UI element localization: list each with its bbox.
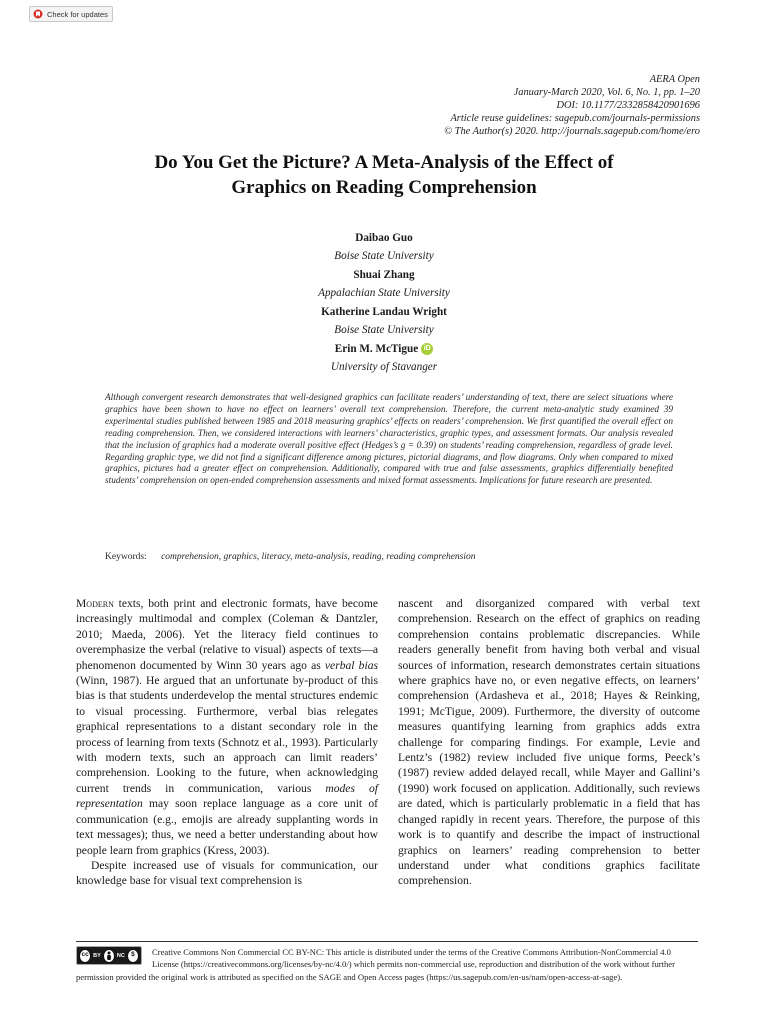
body-paragraph-2-continued: nascent and disorganized compared with verbal text comprehension. Research on the effect of graphics on reading comprehension contains problematic discrepancies. While readers generally benefit from having both verbal and visual sources of information, research demonstrates certain situations where graphics have no, or even negative effects, on learners’ comprehension (Ardasheva et al., 2018; Hayes & Reinking, 1991; McTigue, 2009). Furthermore, the diversity of outcome measures quantifying learning from graphics adds extra challenge for comparing findings. For example, Levie and Lentz’s (1982) review included five unique forms, Peeck’s (1987) review added delayed recall, while Mayer and Gallini’s (1990) work focused on application. Additionally, such reviews are dated, which is particularly problematic in a field that has changed rapidly in recent years. Therefore, the purpose of this work is to quantify and describe the impact of instructional graphics on learners’ reading comprehension to better understand under what conditions graphics facilitate comprehension. [398, 597, 700, 888]
check-for-updates-button[interactable] [29, 6, 113, 22]
body-column-left [76, 596, 378, 889]
bookmark-check-icon [33, 9, 43, 19]
term-modes-of-representation: modes of representation [76, 781, 378, 811]
creative-commons-icon: cc [79, 949, 91, 963]
keywords-label: Keywords: [105, 552, 147, 562]
orcid-icon[interactable]: iD [421, 343, 433, 355]
keywords-list: comprehension, graphics, literacy, meta-analysis, reading, reading comprehension [161, 552, 476, 562]
author-name: Shuai Zhang [353, 269, 415, 281]
author-name: Katherine Landau Wright [321, 306, 447, 318]
journal-name: AERA Open [649, 74, 700, 85]
drop-lead-word: Modern [76, 597, 114, 610]
license-notice [76, 946, 698, 983]
body-paragraph-2: Despite increased use of visuals for communication, our knowledge base for visual text comprehension is [76, 858, 378, 888]
title-line-1: Do You Get the Picture? A Meta-Analysis of the Effect of [154, 152, 614, 173]
footer-divider [76, 941, 698, 942]
license-text: Creative Commons Non Commercial CC BY-NC: This article is distributed under the terms of the Creative Commons Attribution-NonCommercial 4.0 License (https://creativecommons.org/licenses/by-nc/4.0/) which permits non-commercial use, reproduction and distribution of the work without further permission provided the original work is attributed as specified on the SAGE and Open Access pages (https://us.sagepub.com/en-us/nam/open-access-at-sage). [76, 947, 675, 982]
body-column-right [398, 596, 700, 889]
journal-doi[interactable]: DOI: 10.1177/2332858420901696 [556, 100, 700, 111]
journal-copyright[interactable]: © The Author(s) 2020. http://journals.sagepub.com/home/ero [444, 126, 700, 137]
journal-reuse[interactable]: Article reuse guidelines: sagepub.com/journals-permissions [450, 113, 700, 124]
journal-issue: January-March 2020, Vol. 6, No. 1, pp. 1–20 [513, 87, 700, 98]
author-affiliation: University of Stavanger [330, 361, 438, 373]
author-name-with-orcid [0, 340, 768, 358]
attribution-person-icon [103, 949, 115, 963]
journal-info [444, 73, 700, 138]
author-affiliation: Appalachian State University [318, 287, 450, 299]
term-verbal-bias: verbal bias [324, 658, 379, 672]
article-title [0, 150, 768, 200]
author-affiliation: Boise State University [334, 324, 434, 336]
author-name: Daibao Guo [355, 232, 413, 244]
cc-by-label: BY [93, 952, 101, 959]
keywords [105, 552, 476, 562]
noncommercial-dollar-icon: $ [127, 949, 139, 963]
cc-by-nc-badge[interactable] [76, 946, 142, 965]
author-name: Erin M. McTigue [334, 343, 419, 355]
author-list [0, 229, 768, 377]
title-line-2: Graphics on Reading Comprehension [231, 177, 537, 198]
abstract: Although convergent research demonstrates that well-designed graphics can facilitate readers’ understanding of text, there are select situations where graphics have been shown to have no effect on learners’ overall text comprehension. Therefore, the current meta-analytic study examined 39 experimental studies published between 1985 and 2018 measuring graphics’ effects on readers’ comprehension. We first quantified the overall effect on reading comprehension. Then, we considered interactions with learners’ characteristics, graphic types, and assessment formats. Our analysis revealed that the inclusion of graphics had a moderate overall positive effect (Hedges’s g = 0.39) on students’ reading comprehension, regardless of grade level. Regarding graphic type, we did not find a significant difference among pictures, pictorial diagrams, and flow diagrams. Only when compared to mixed graphics, pictures had a greater effect on comprehension. Additionally, compared with true and false assessments, graphics differentially benefited students’ comprehension on open-ended comprehension assessments and mixed format assessments. Implications for future research are presented. [105, 393, 673, 487]
cc-nc-label: NC [116, 952, 125, 959]
body-paragraph-1: Modern texts, both print and electronic formats, have become increasingly multimodal and complex (Coleman & Dantzler, 2010; Maeda, 2006). Yet the literacy field continues to overemphasize the verbal (relative to visual) aspects of texts—a phenomenon documented by Winn 30 years ago as verbal bias (Winn, 1987). He argued that an unfortunate by-product of this bias is that students underdevelop the mental structures endemic to visual processing. Furthermore, verbal bias relegates graphical representations to a distant secondary role in the process of learning from texts (Schnotz et al., 1993). Particularly with modern texts, such an approach can limit readers’ comprehension. Looking to the future, when acknowledging current trends in communication, various modes of representation may soon replace language as a core unit of communication (e.g., emojis are already supplanting words in text messages); thus, we need a better understanding about how people learn from graphics (Kress, 2003). [76, 597, 379, 857]
author-affiliation: Boise State University [334, 250, 434, 262]
check-for-updates-label: Check for updates [47, 9, 108, 19]
